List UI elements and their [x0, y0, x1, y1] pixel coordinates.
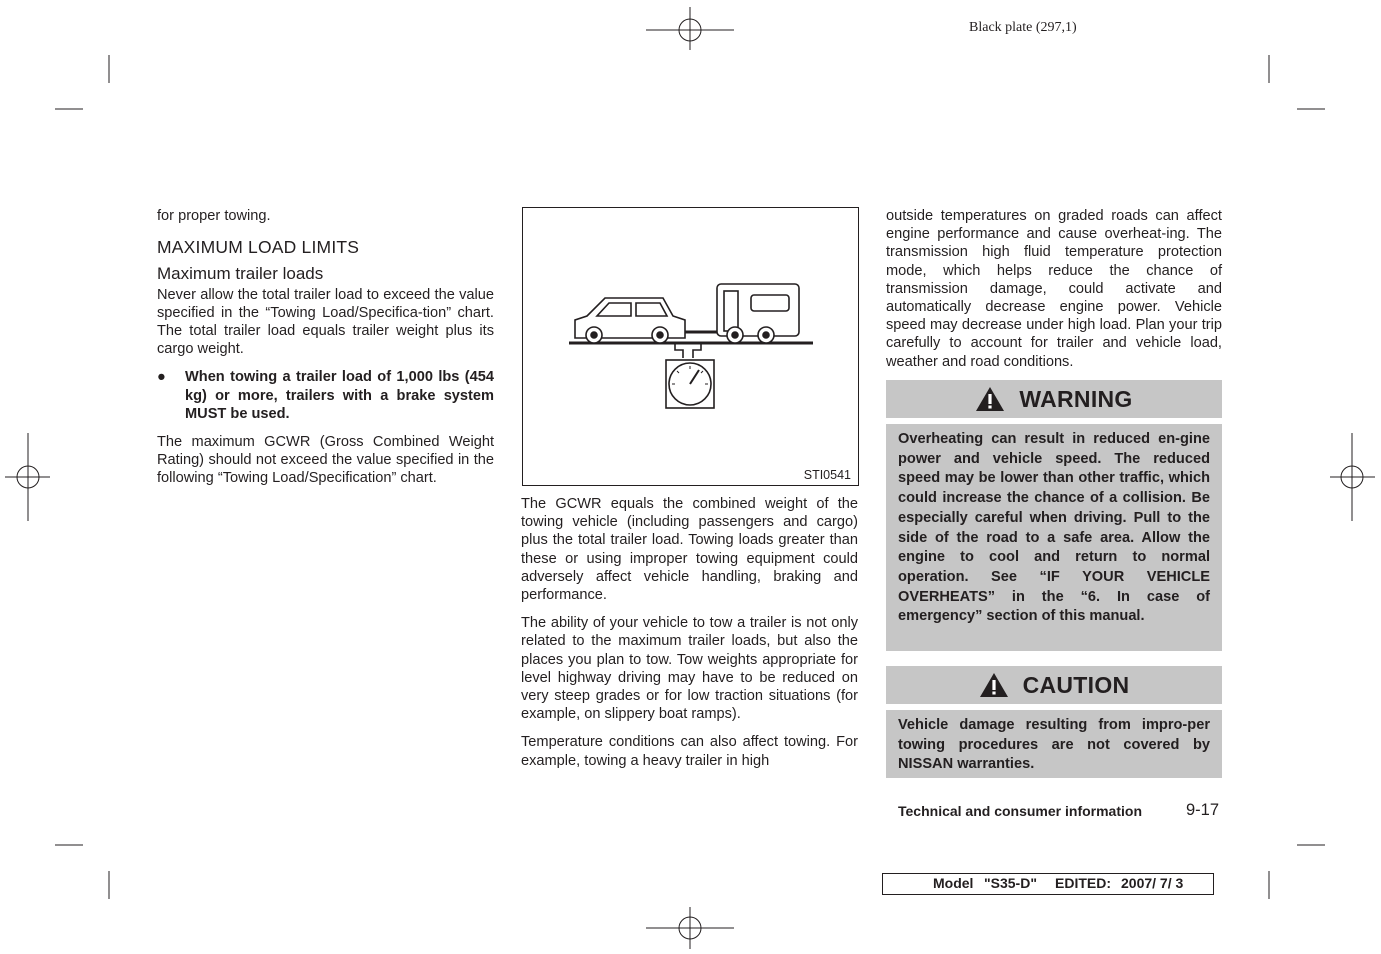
bullet-brake-system [157, 368, 494, 423]
bullet-dot: ● [157, 369, 166, 386]
warning-banner [886, 380, 1222, 418]
caution-title: CAUTION [1022, 671, 1130, 698]
paragraph-gcwr-equals: The GCWR equals the combined weight of the towing vehicle (including passengers and cargo) plus the total trailer load. Towing loads greater than these or using improper towing equipment could adversely affect vehicle handling, braking and performance. [521, 496, 858, 604]
footer-section-title: Technical and consumer information [898, 803, 1143, 819]
paragraph-ability: The ability of your vehicle to tow a trailer is not only related to the maximum trailer loads, but also the places you plan to tow. Tow weights appropriate for level highway driving may have to be reduced on very steep grades or for low traction situations (for example, on slippery boat ramps). [521, 615, 858, 723]
car-trailer-scale-illustration [523, 208, 858, 485]
model-value: "S35-D" [984, 875, 1037, 891]
caution-box [886, 710, 1222, 778]
warning-text: Overheating can result in reduced en-gine power and vehicle speed. The reduced speed may be lower than other traffic, which could increase the chance of a collision. Be especially careful when driving. Pull to the side of the road to a safe area. Allow the engine to cool and return to normal operation. See “IF YOUR VEHICLE OVERHEATS” in the “6. In case of emergency” section of this manual. [898, 431, 1210, 625]
model-label: Model [933, 875, 974, 891]
paragraph-trailer-load: Never allow the total trailer load to exceed the value specified in the “Towing Load/Specifica-tion” chart. The total trailer load equals trailer weight plus its cargo weight. [157, 286, 494, 358]
subsection-heading: Maximum trailer loads [157, 264, 324, 284]
page-number: 9-17 [1186, 801, 1220, 819]
registration-mark-top [646, 7, 734, 50]
section-heading: MAXIMUM LOAD LIMITS [157, 237, 360, 258]
figure-towing-illustration [522, 207, 859, 486]
paragraph-outside-temperatures: outside temperatures on graded roads can affect engine performance and cause overheat-ing. The transmission high fluid temperature protection mode, which helps reduce the chance of transmission damage, could activate and automatically decrease engine power. Vehicle speed may decrease under high load. Plan your trip carefully to account for trailer and vehicle load, weather and road conditions. [886, 208, 1222, 370]
registration-mark-bottom [646, 907, 734, 949]
warning-title: WARNING [1019, 385, 1133, 412]
warning-box [886, 424, 1222, 651]
caution-text: Vehicle damage resulting from impro-per towing procedures are not covered by NISSAN warranties. [898, 717, 1210, 773]
registration-mark-left [5, 433, 50, 521]
paragraph-gcwr: The maximum GCWR (Gross Combined Weight Rating) should not exceed the value specified in the following “Towing Load/Specification” chart. [157, 434, 494, 487]
edited-value: 2007/ 7/ 3 [1121, 875, 1184, 891]
black-plate-label: Black plate (297,1) [969, 20, 1077, 35]
caution-banner [886, 666, 1222, 704]
edited-label: EDITED: [1055, 875, 1111, 891]
figure-label: STI0541 [803, 468, 851, 482]
bullet-text: When towing a trailer load of 1,000 lbs (454 kg) or more, trailers with a brake system MUST be used. [185, 369, 494, 422]
column-right [886, 207, 1222, 371]
warning-triangle-icon [979, 672, 1009, 698]
registration-mark-right [1330, 433, 1375, 521]
paragraph-temperature: Temperature conditions can also affect towing. For example, towing a heavy trailer in high [521, 734, 858, 769]
model-edit-box [882, 873, 1214, 895]
column-middle [521, 495, 858, 770]
column-left [157, 207, 494, 488]
intro-text: for proper towing. [157, 208, 271, 224]
warning-triangle-icon [975, 386, 1005, 412]
